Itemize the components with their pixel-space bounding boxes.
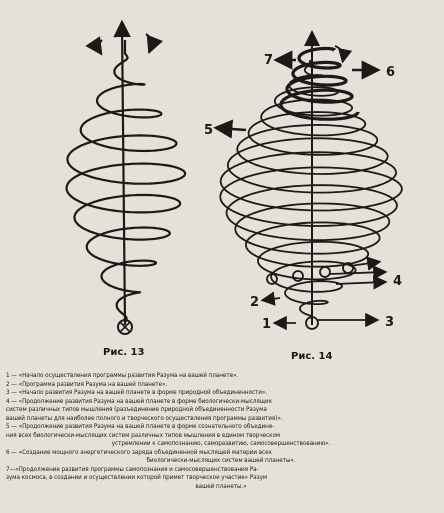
fig14-arrow-5 (218, 128, 246, 130)
fig14-label-1: 1 (262, 317, 272, 332)
legend-line: устремлении к самопознанию, саморазвитию, самосовершенствованию». (111, 440, 331, 447)
legend-line: 5 — «Продолжение развития Разума на вашей планете в форме сознательного объедине- (6, 423, 275, 430)
figure-13-spiral (67, 24, 186, 334)
legend-line: систем различных типов мышления (разъединение природной объединенности Разума (6, 406, 267, 413)
legend-line: 1 — «Начало осуществления программы развития Разума на вашей планете». (6, 372, 239, 379)
legend-line: 7—«Продолжение развития программы самопознания и самосовершенствования Ра- (6, 465, 259, 473)
fig14-label-5: 5 (204, 123, 214, 138)
fig14-label-7: 7 (264, 53, 274, 68)
fig14-label-2: 2 (250, 295, 260, 310)
figure-14-caption: Рис. 14 (291, 351, 333, 362)
legend-line: зума космоса, в создании и осуществлении которой примет творческое участие» Разум (6, 474, 268, 481)
legend-line: вашей планеты для наиболее полного и творческого осуществления программы развития)». (6, 414, 283, 422)
legend-line: ния всех биологически-мыслящих систем различных типов мышления в едином творческом (6, 431, 281, 439)
legend-line: биологически-мыслящих систем вашей планеты». (146, 457, 296, 464)
fig13-left-arrow (98, 40, 102, 52)
figure-14-spiral (218, 34, 402, 329)
figure-13-caption: Рис. 13 (103, 347, 145, 358)
fig14-label-3: 3 (385, 315, 395, 330)
legend-line: 2 — «Программа развития Разума на вашей планете». (6, 380, 168, 388)
fig13-spiral-line (67, 40, 186, 322)
fig14-label-6: 6 (386, 65, 396, 80)
fig14-label-4: 4 (393, 274, 403, 289)
legend-block (6, 372, 436, 491)
fig14-arrow-2 (264, 298, 280, 300)
fig14-arrow-4a (330, 272, 384, 274)
legend-line: 4 — «Продолжение развития Разума на вашей планете в форме биологически-мыслящих (6, 397, 272, 405)
fig14-arrow-4b (336, 282, 384, 284)
legend-line: вашей планеты.» (195, 482, 247, 490)
legend-line: 6 — «Создание мощного энергетического заряда объединенной мыслящей материи всех (6, 448, 272, 456)
fig13-top-arrow (146, 34, 151, 50)
fig13-axis-arrow (122, 24, 125, 325)
legend-line: 3 — «Начало развития Разума на вашей планете в форме природной объединенности». (6, 389, 268, 396)
